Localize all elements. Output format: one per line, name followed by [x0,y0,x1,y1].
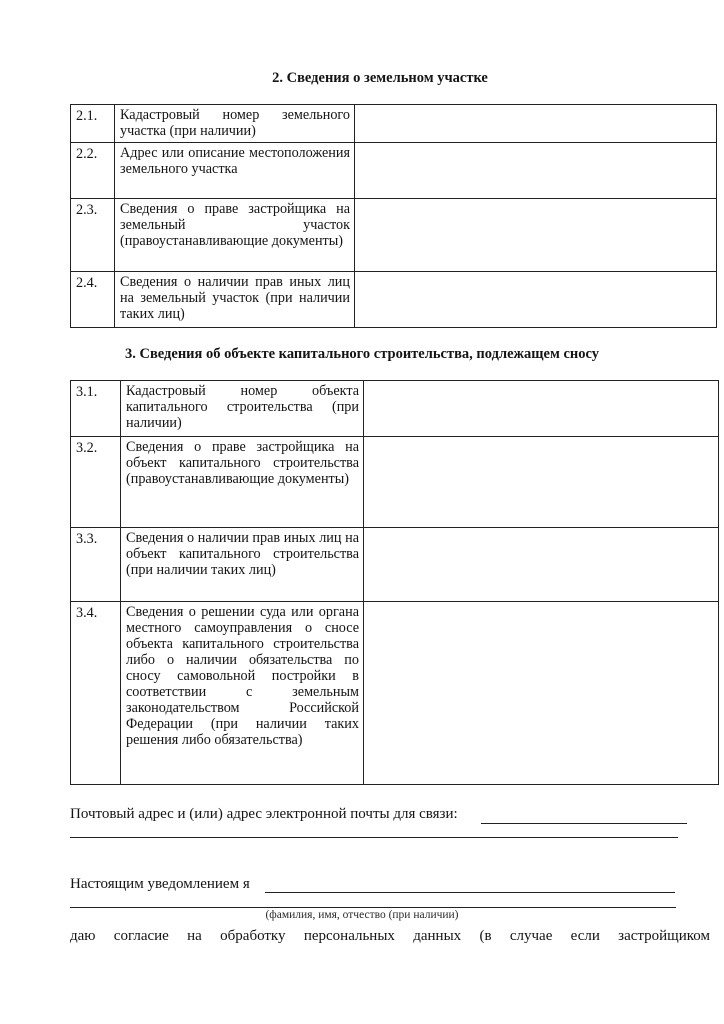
table-row [71,437,719,528]
cadastral-number-field[interactable] [355,105,717,143]
row-label: Сведения о наличии прав иных лиц на земельный участок (при наличии таких лиц) [115,272,355,328]
row-number: 3.3. [71,528,121,602]
developer-rights-field[interactable] [355,199,717,272]
row-label: Адрес или описание местоположения земельного участка [115,143,355,199]
row-number: 2.4. [71,272,115,328]
row-number: 2.3. [71,199,115,272]
consent-text: даю согласие на обработку персональных данных (в случае если застройщиком [70,928,710,944]
row-number: 2.2. [71,143,115,199]
object-third-party-rights-field[interactable] [364,528,719,602]
row-label: Кадастровый номер земельного участка (при наличии) [115,105,355,143]
row-number: 3.4. [71,602,121,785]
row-label: Сведения о решении суда или органа местного самоуправления о сносе объекта капитального строительства либо о наличии обязательства по сносу самовольной постройки в соответствии с земельным законодательством Российской Федерации (при наличии таких решения либо обязательства) [121,602,364,785]
table-row [71,143,717,199]
row-label: Кадастровый номер объекта капитального строительства (при наличии) [121,381,364,437]
demolition-decision-field[interactable] [364,602,719,785]
section-2-title: 2. Сведения о земельном участке [272,70,488,86]
full-name-field-line-2[interactable] [70,907,676,908]
full-name-caption: (фамилия, имя, отчество (при наличии) [265,909,459,921]
section-3-title: 3. Сведения об объекте капитального строительства, подлежащем сносу [125,346,599,362]
full-name-field-line[interactable] [265,892,675,893]
object-cadastral-number-field[interactable] [364,381,719,437]
contact-field-line-2[interactable] [70,837,678,838]
table-row [71,105,717,143]
capital-construction-table [70,380,719,785]
row-label: Сведения о праве застройщика на земельный участок (правоустанавливающие документы) [115,199,355,272]
table-row [71,272,717,328]
land-plot-table [70,104,717,328]
consent-label: Настоящим уведомлением я [70,876,250,892]
row-number: 2.1. [71,105,115,143]
table-row [71,602,719,785]
row-number: 3.2. [71,437,121,528]
table-row [71,199,717,272]
third-party-rights-field[interactable] [355,272,717,328]
object-rights-field[interactable] [364,437,719,528]
row-label: Сведения о праве застройщика на объект капитального строительства (правоустанавливающие документы) [121,437,364,528]
row-label: Сведения о наличии прав иных лиц на объект капитального строительства (при наличии таких лиц) [121,528,364,602]
contact-field-line[interactable] [481,823,687,824]
table-row [71,381,719,437]
row-number: 3.1. [71,381,121,437]
contact-label: Почтовый адрес и (или) адрес электронной почты для связи: [70,806,458,822]
address-field[interactable] [355,143,717,199]
table-row [71,528,719,602]
